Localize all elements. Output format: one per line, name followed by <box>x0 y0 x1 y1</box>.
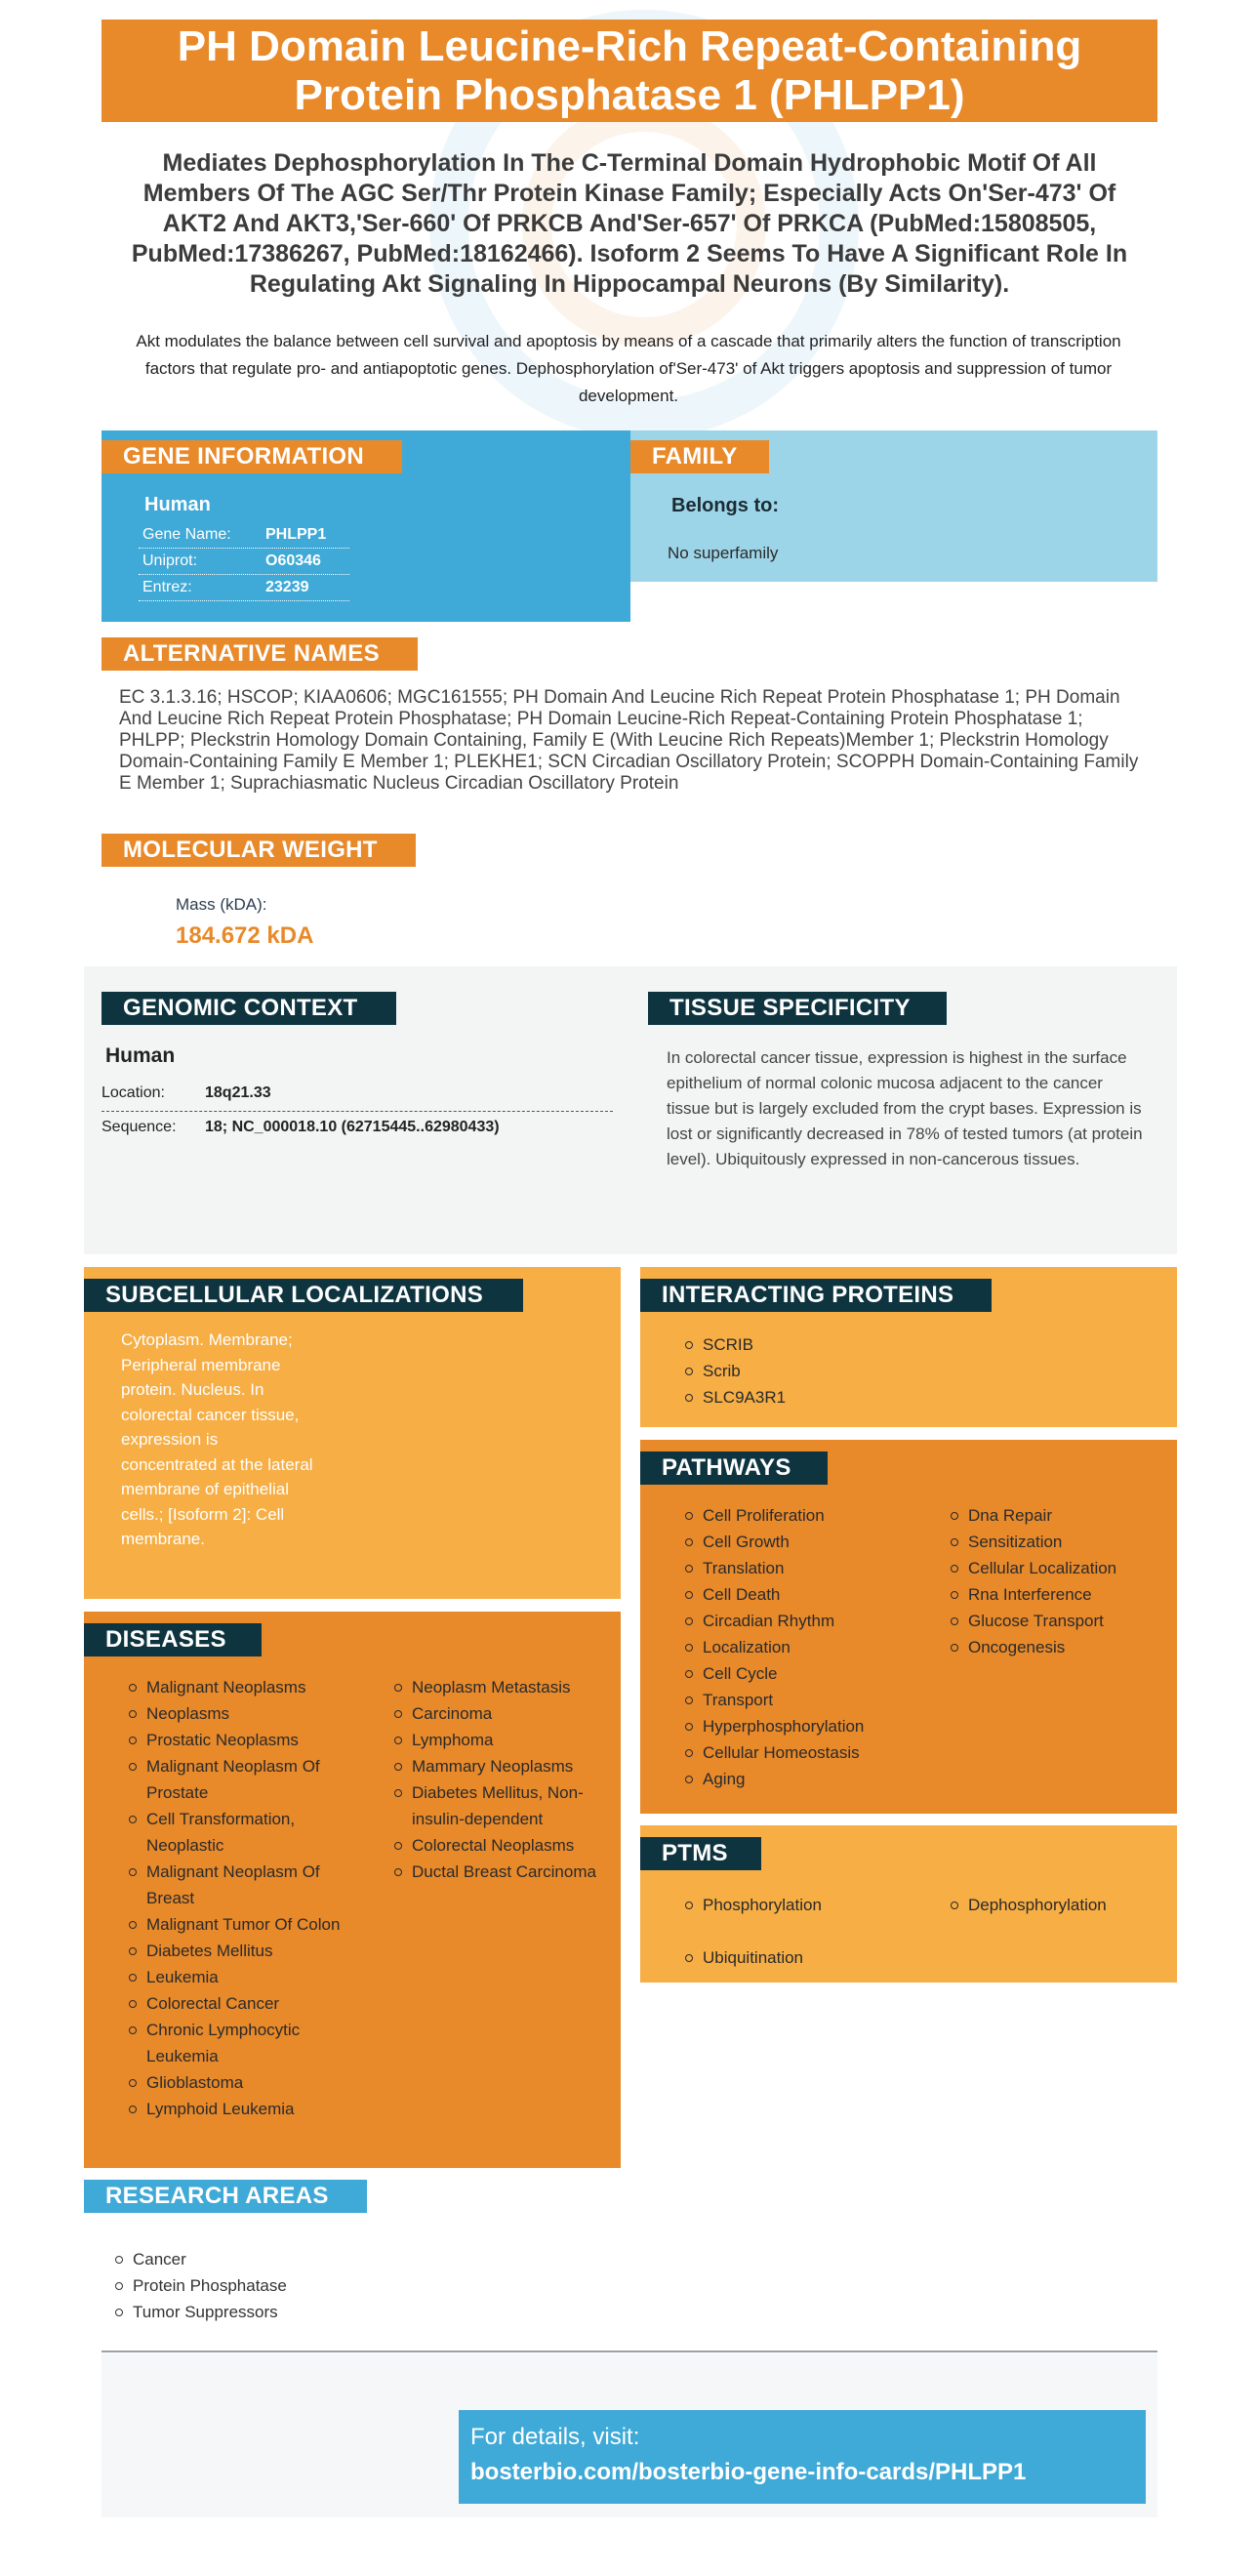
page-title: PH Domain Leucine-Rich Repeat-Containing Protein Phosphatase 1 (PHLPP1) <box>177 21 1082 119</box>
list-item: Mammary Neoplasms <box>394 1753 621 1779</box>
list-item: Cancer <box>115 2246 287 2272</box>
location-value: 18q21.33 <box>205 1084 271 1101</box>
function-description: Akt modulates the balance between cell survival and apoptosis by means of a cascade that primarily alters the function of transcription factors that regulate pro- and antiapoptotic genes. Dephosphorylation of'Ser-473' of Akt triggers apoptosis and suppression of tumor development. <box>136 332 1121 405</box>
list-item: Ductal Breast Carcinoma <box>394 1859 621 1885</box>
list-item: Neoplasms <box>129 1700 363 1727</box>
details-link-box[interactable] <box>459 2410 1146 2504</box>
list-item: Scrib <box>685 1358 786 1384</box>
list-item: Chronic Lymphocytic Leukemia <box>129 2017 363 2069</box>
location-label: Location: <box>101 1084 165 1101</box>
list-item: Localization <box>685 1634 929 1660</box>
family-panel <box>630 430 1157 582</box>
list-item: SCRIB <box>685 1331 786 1358</box>
list-item: Oncogenesis <box>951 1634 1175 1660</box>
interacting-proteins-card <box>640 1267 1177 1427</box>
research-areas-heading: RESEARCH AREAS <box>84 2180 367 2213</box>
diseases-list-col1 <box>129 1674 363 2122</box>
alternative-names-text: EC 3.1.3.16; HSCOP; KIAA0606; MGC161555; PH Domain And Leucine Rich Repeat Protein Phosphatase 1; PH Domain And Leucine Rich Repeat Protein Phosphatase; PH Domain Leucine-Rich Repeat-Containing Protein Phosphatase 1; PHLPP; Pleckstrin Homology Domain Containing, Family E (With Leucine Rich Repeats)Member 1; Pleckstrin Homology Domain-Containing Family E Member 1; PLEKHE1; SCN Circadian Oscillatory Protein; SCOPPH Domain-Containing Family E Member 1; Suprachiasmatic Nucleus Circadian Oscillatory Protein <box>119 687 1139 794</box>
list-item: Cellular Localization <box>951 1555 1175 1581</box>
uniprot-value: O60346 <box>265 552 321 569</box>
list-item: Translation <box>685 1555 929 1581</box>
function-summary: Mediates Dephosphorylation In The C-Terminal Domain Hydrophobic Motif Of All Members Of The AGC Ser/Thr Protein Kinase Family; Especially Acts On'Ser-473' Of AKT2 And AKT3,'Ser-660' Of PRKCB And'Ser-657' Of PRKCA (PubMed:15808505, PubMed:17386267, PubMed:18162466). Isoform 2 Seems To Have A Significant Role In Regulating Akt Signaling In Hippocampal Neurons (By Similarity). <box>131 149 1128 298</box>
list-item: Cell Death <box>685 1581 929 1608</box>
list-item: Lymphoid Leukemia <box>129 2096 363 2122</box>
interacting-proteins-list <box>685 1331 786 1411</box>
research-areas-list <box>115 2246 287 2325</box>
entrez-value: 23239 <box>265 579 309 595</box>
list-item: Hyperphosphorylation <box>685 1713 929 1739</box>
list-item: Carcinoma <box>394 1700 621 1727</box>
tissue-specificity-heading: TISSUE SPECIFICITY <box>648 992 947 1025</box>
list-item: Diabetes Mellitus, Non-insulin-dependent <box>394 1779 621 1832</box>
details-url-link[interactable]: bosterbio.com/bosterbio-gene-info-cards/PHLPP1 <box>470 2459 1027 2485</box>
list-item: Cell Proliferation <box>685 1502 929 1529</box>
diseases-card <box>84 1612 621 2168</box>
list-item: Lymphoma <box>394 1727 621 1753</box>
details-label: For details, visit: <box>470 2424 640 2450</box>
list-item: Aging <box>685 1766 929 1792</box>
family-heading: FAMILY <box>630 440 769 473</box>
genomic-species: Human <box>105 1044 176 1067</box>
mass-value: 184.672 kDA <box>176 922 314 949</box>
title-banner <box>101 20 1157 122</box>
list-item: Dna Repair <box>951 1502 1175 1529</box>
gene-species: Human <box>144 494 211 515</box>
list-item: Phosphorylation <box>685 1892 929 1918</box>
subcellular-localizations-heading: SUBCELLULAR LOCALIZATIONS <box>84 1279 523 1312</box>
genomic-context-heading: GENOMIC CONTEXT <box>101 992 396 1025</box>
subcellular-localizations-text: Cytoplasm. Membrane; Peripheral membrane protein. Nucleus. In colorectal cancer tissue, expression is concentrated at the lateral membrane of epithelial cells.; [Isoform 2]: Cell membrane. <box>121 1330 313 1548</box>
list-item: Diabetes Mellitus <box>129 1938 363 1964</box>
family-value: No superfamily <box>668 544 779 562</box>
list-item: Malignant Neoplasm Of Prostate <box>129 1753 363 1806</box>
molecular-weight-heading: MOLECULAR WEIGHT <box>101 834 416 867</box>
subcellular-localizations-card <box>84 1267 621 1599</box>
list-item: Sensitization <box>951 1529 1175 1555</box>
ptms-heading: PTMS <box>640 1837 761 1870</box>
gene-name-label: Gene Name: <box>142 526 231 543</box>
location-row <box>101 1084 613 1112</box>
family-belongs-label: Belongs to: <box>671 495 779 516</box>
list-item: Tumor Suppressors <box>115 2299 287 2325</box>
mass-label: Mass (kDA): <box>176 895 267 914</box>
list-item: Glioblastoma <box>129 2069 363 2096</box>
tissue-specificity-text: In colorectal cancer tissue, expression is highest in the surface epithelium of normal colonic mucosa adjacent to the cancer tissue but is largely excluded from the crypt bases. Expression is lost or significantly decreased in 78% of tested tumors (at protein level). Ubiquitously expressed in non-cancerous tissues. <box>667 1048 1143 1168</box>
ptms-card <box>640 1825 1177 1983</box>
gene-information-heading: GENE INFORMATION <box>101 440 402 473</box>
uniprot-row <box>139 549 349 575</box>
list-item: Malignant Neoplasm Of Breast <box>129 1859 363 1911</box>
footer-divider <box>101 2351 1157 2352</box>
gene-name-row <box>139 522 349 549</box>
gene-information-panel <box>101 430 630 622</box>
list-item: Dephosphorylation <box>951 1892 1175 1918</box>
entrez-row <box>139 575 349 601</box>
list-item: Malignant Neoplasms <box>129 1674 363 1700</box>
list-item: Circadian Rhythm <box>685 1608 929 1634</box>
list-item: Malignant Tumor Of Colon <box>129 1911 363 1938</box>
ptms-list-col1 <box>685 1892 929 1997</box>
list-item: SLC9A3R1 <box>685 1384 786 1411</box>
uniprot-label: Uniprot: <box>142 552 198 569</box>
list-item: Transport <box>685 1687 929 1713</box>
ptms-list-col2 <box>951 1892 1175 1918</box>
entrez-label: Entrez: <box>142 579 192 595</box>
list-item: Neoplasm Metastasis <box>394 1674 621 1700</box>
pathways-list-col1 <box>685 1502 929 1792</box>
list-item: Prostatic Neoplasms <box>129 1727 363 1753</box>
list-item: Colorectal Neoplasms <box>394 1832 621 1859</box>
list-item: Glucose Transport <box>951 1608 1175 1634</box>
diseases-heading: DISEASES <box>84 1623 262 1656</box>
pathways-heading: PATHWAYS <box>640 1452 828 1485</box>
pathways-card <box>640 1440 1177 1814</box>
list-item: Cell Growth <box>685 1529 929 1555</box>
list-item: Cell Transformation, Neoplastic <box>129 1806 363 1859</box>
list-item: Colorectal Cancer <box>129 1990 363 2017</box>
list-item: Cellular Homeostasis <box>685 1739 929 1766</box>
list-item: Protein Phosphatase <box>115 2272 287 2299</box>
diseases-list-col2 <box>394 1674 621 1885</box>
gene-name-value: PHLPP1 <box>265 526 327 543</box>
interacting-proteins-heading: INTERACTING PROTEINS <box>640 1279 992 1312</box>
sequence-label: Sequence: <box>101 1119 177 1135</box>
list-item: Rna Interference <box>951 1581 1175 1608</box>
alternative-names-heading: ALTERNATIVE NAMES <box>101 637 418 671</box>
list-item: Leukemia <box>129 1964 363 1990</box>
list-item: Cell Cycle <box>685 1660 929 1687</box>
sequence-value: 18; NC_000018.10 (62715445..62980433) <box>205 1119 500 1135</box>
list-item: Ubiquitination <box>685 1944 929 1971</box>
pathways-list-col2 <box>951 1502 1175 1660</box>
